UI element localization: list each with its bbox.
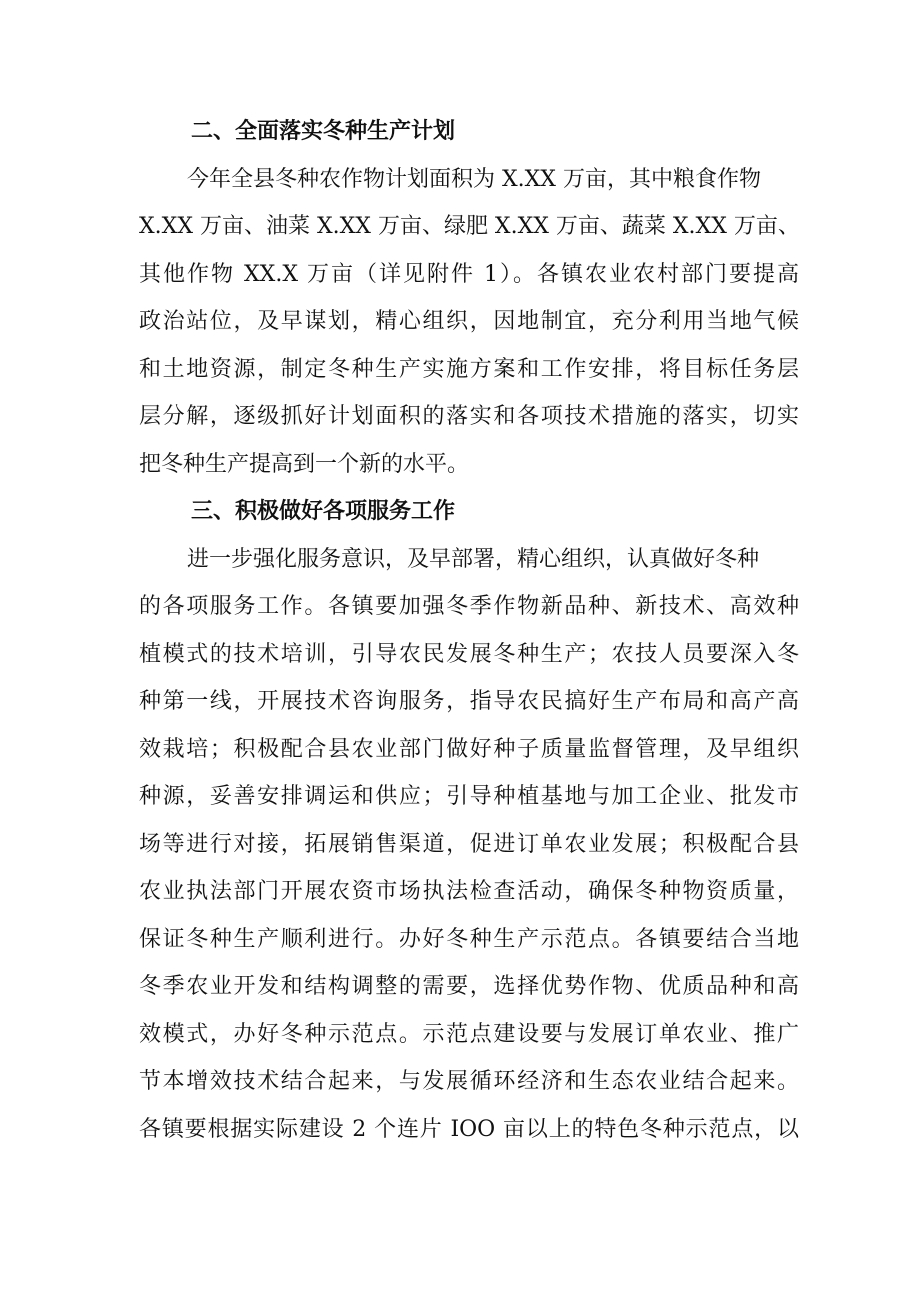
paragraph-line: 效栽培；积极配合县农业部门做好种子质量监督管理，及早组织 <box>139 736 799 762</box>
paragraph-line: 植模式的技术培训，引导农民发展冬种生产；农技人员要深入冬 <box>139 641 799 667</box>
paragraph-line: 节本增效技术结合起来，与发展循环经济和生态农业结合起来。 <box>139 1069 799 1094</box>
document-page <box>139 108 799 1153</box>
paragraph-line: 进一步强化服务意识，及早部署，精心组织，认真做好冬种 <box>187 546 760 572</box>
paragraph-line: 种源，妥善安排调运和供应；引导种植基地与加工企业、批发市 <box>139 784 799 809</box>
paragraph-line: 其他作物 XX.X 万亩（详见附件 1）。各镇农业农村部门要提高 <box>139 261 799 287</box>
paragraph-line: 的各项服务工作。各镇要加强冬季作物新品种、新技术、高效种 <box>139 594 799 619</box>
paragraph-line: 把冬种生产提高到一个新的水平。 <box>139 451 470 477</box>
paragraph-line: 政治站位，及早谋划，精心组织，因地制宜，充分利用当地气候 <box>139 309 799 334</box>
section-2-body <box>139 156 799 489</box>
paragraph-line: 保证冬种生产顺利进行。办好冬种生产示范点。各镇要结合当地 <box>139 926 799 952</box>
paragraph-line: X.XX 万亩、油菜 X.XX 万亩、绿肥 X.XX 万亩、蔬菜 X.XX 万亩、 <box>139 214 800 239</box>
paragraph-line: 层分解，逐级抓好计划面积的落实和各项技术措施的落实，切实 <box>139 404 799 429</box>
paragraph-line: 场等进行对接，拓展销售渠道，促进订单农业发展；积极配合县 <box>139 831 799 857</box>
paragraph-line: 冬季农业开发和结构调整的需要，选择优势作物、优质品种和高 <box>139 974 799 999</box>
section-3-body <box>139 536 799 1154</box>
paragraph-line: 今年全县冬种农作物计划面积为 X.XX 万亩，其中粮食作物 <box>187 166 761 192</box>
paragraph-line: 效模式，办好冬种示范点。示范点建设要与发展订单农业、推广 <box>139 1021 799 1047</box>
paragraph-line: 农业执法部门开展农资市场执法检查活动，确保冬种物资质量， <box>139 879 799 904</box>
paragraph-line: 各镇要根据实际建设 2 个连片 IOO 亩以上的特色冬种示范点，以 <box>139 1116 799 1142</box>
section-heading-3: 三、积极做好各项服务工作 <box>191 499 456 524</box>
section-heading-2: 二、全面落实冬种生产计划 <box>191 119 456 144</box>
paragraph-line: 和土地资源，制定冬种生产实施方案和工作安排，将目标任务层 <box>139 356 799 382</box>
paragraph-line: 种第一线，开展技术咨询服务，指导农民搞好生产布局和高产高 <box>139 689 799 714</box>
